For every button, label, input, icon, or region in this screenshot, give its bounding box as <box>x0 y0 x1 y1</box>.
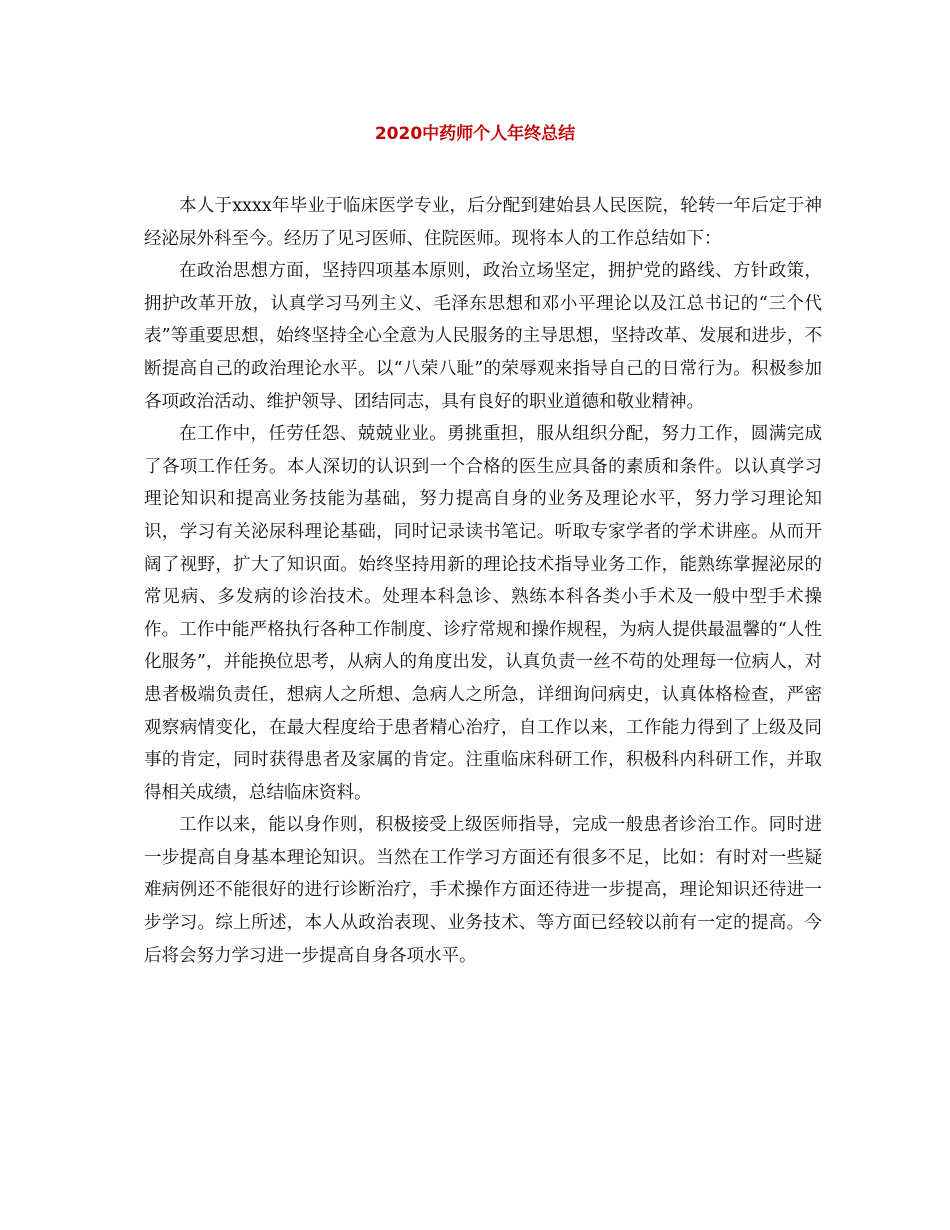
document-title: 2020中药师个人年终总结 <box>374 124 576 144</box>
paragraph-summary: 工作以来，能以身作则，积极接受上级医师指导，完成一般患者诊治工作。同时进一步提高自身基本理论知识。当然在工作学习方面还有很多不足，比如：有时对一些疑难病例还不能很好的进行诊断治疗，手术操作方面还待进一步提高，理论知识还待进一步学习。综上所述，本人从政治表现、业务技术、等方面已经较以前有一定的提高。今后将会努力学习进一步提高自身各项水平。 <box>144 815 822 966</box>
paragraph-work: 在工作中，任劳任怨、兢兢业业。勇挑重担，服从组织分配，努力工作，圆满完成了各项工作任务。本人深切的认识到一个合格的医生应具备的素质和条件。以认真学习理论知识和提高业务技能为基础，努力提高自身的业务及理论水平，努力学习理论知识，学习有关泌尿科理论基础，同时记录读书笔记。听取专家学者的学术讲座。从而开阔了视野，扩大了知识面。始终坚持用新的理论技术指导业务工作，能熟练掌握泌尿的常见病、多发病的诊治技术。处理本科急诊、熟练本科各类小手术及一般中型手术操作。工作中能严格执行各种工作制度、诊疗常规和操作规程，为病人提供最温馨的“人性化服务”，并能换位思考，从病人的角度出发，认真负责一丝不苟的处理每一位病人，对患者极端负责任，想病人之所想、急病人之所急，详细询问病史，认真体格检查，严密观察病情变化，在最大程度给于患者精心治疗，自工作以来，工作能力得到了上级及同事的肯定，同时获得患者及家属的肯定。注重临床科研工作，积极科内科研工作，并取得相关成绩，总结临床资料。 <box>144 424 822 803</box>
paragraph-political: 在政治思想方面，坚持四项基本原则，政治立场坚定，拥护党的路线、方针政策，拥护改革开放，认真学习马列主义、毛泽东思想和邓小平理论以及江总书记的“三个代表”等重要思想，始终坚持全心全意为人民服务的主导思想，坚持改革、发展和进步，不断提高自己的政治理论水平。以“八荣八耻”的荣辱观来指导自己的日常行为。积极参加各项政治活动、维护领导、团结同志，具有良好的职业道德和敬业精神。 <box>144 261 822 412</box>
paragraph-intro: 本人于xxxx年毕业于临床医学专业，后分配到建始县人民医院，轮转一年后定于神经泌尿外科至今。经历了见习医师、住院医师。现将本人的工作总结如下： <box>144 196 822 249</box>
document-body <box>144 190 822 972</box>
